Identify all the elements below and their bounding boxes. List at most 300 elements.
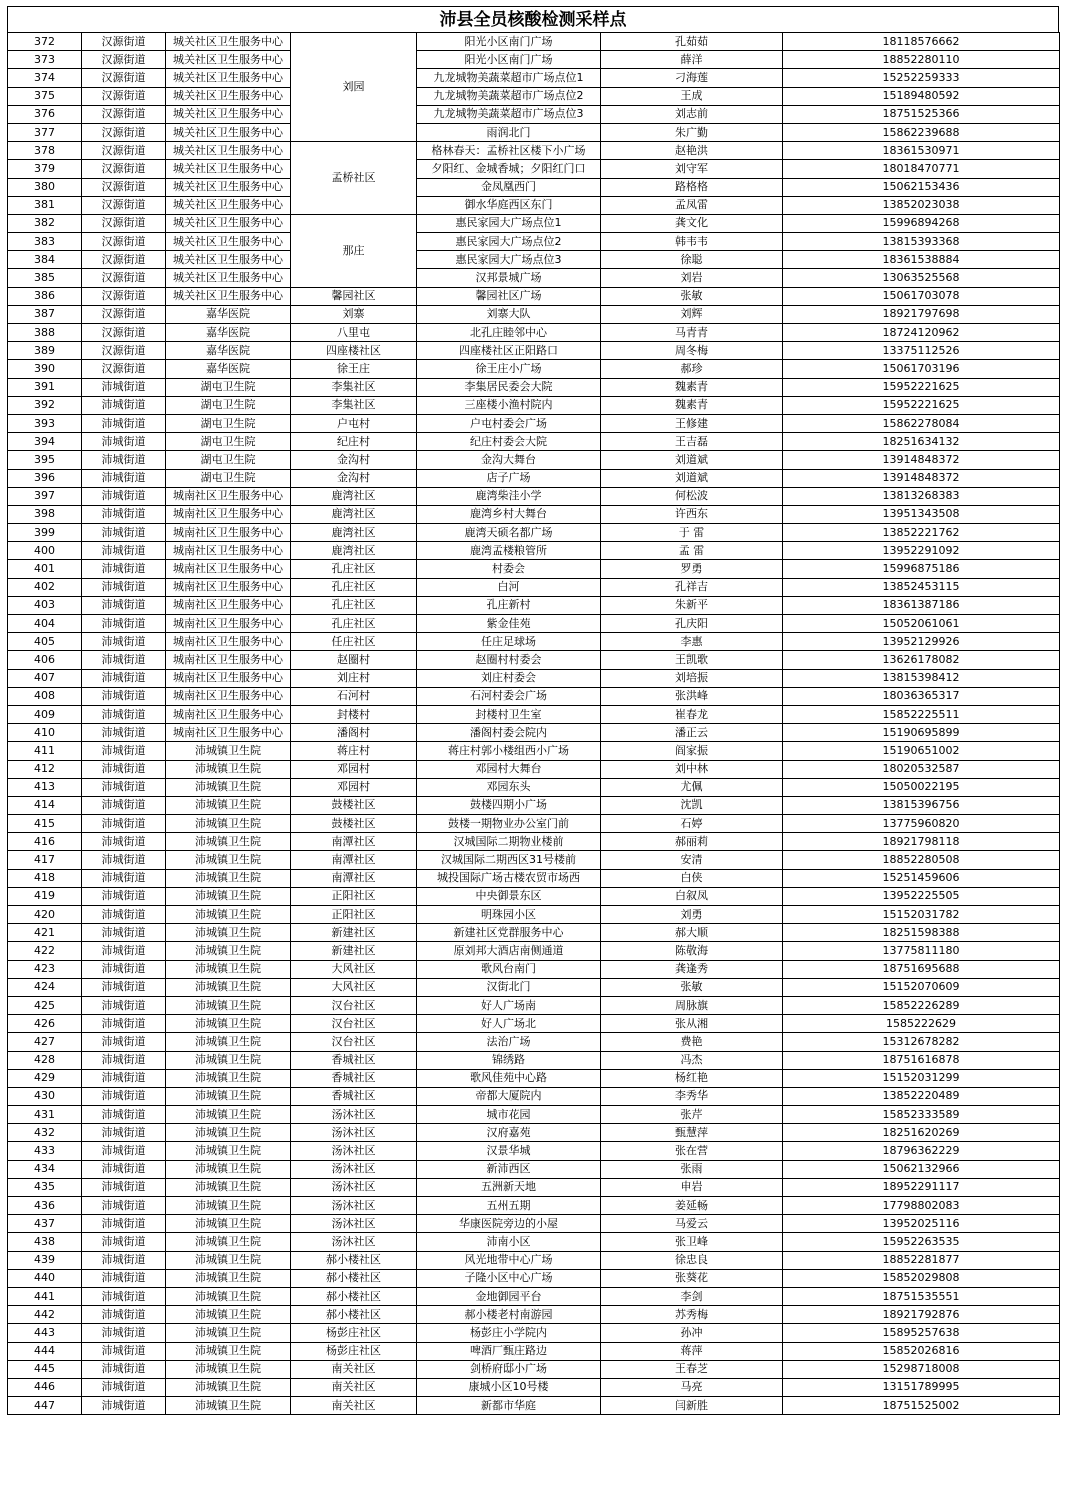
cell-contact-person: 马爱云 [601, 1215, 783, 1233]
cell-health-center: 沛城镇卫生院 [166, 1051, 291, 1069]
cell-sampling-site: 惠民家园大广场点位1 [417, 214, 601, 232]
cell-contact-person: 郝丽莉 [601, 833, 783, 851]
table-row [8, 887, 1060, 905]
cell-contact-person: 张卫峰 [601, 1233, 783, 1251]
table-row [8, 578, 1060, 596]
cell-subdistrict: 沛城街道 [82, 487, 166, 505]
table-row [8, 269, 1060, 287]
cell-community: 鹿湾社区 [291, 524, 417, 542]
cell-community: 四座楼社区 [291, 342, 417, 360]
cell-subdistrict: 沛城街道 [82, 996, 166, 1014]
cell-sampling-site: 帝都大厦院内 [417, 1087, 601, 1105]
cell-subdistrict: 沛城街道 [82, 1160, 166, 1178]
table-row [8, 942, 1060, 960]
cell-serial-no: 411 [8, 742, 82, 760]
cell-sampling-site: 雨润北门 [417, 123, 601, 141]
cell-community: 蒋庄村 [291, 742, 417, 760]
cell-subdistrict: 沛城街道 [82, 1142, 166, 1160]
cell-contact-person: 冯杰 [601, 1051, 783, 1069]
cell-sampling-site: 惠民家园大广场点位3 [417, 251, 601, 269]
cell-phone: 13952129926 [783, 633, 1060, 651]
cell-community: 邓园村 [291, 778, 417, 796]
cell-phone: 18018470771 [783, 160, 1060, 178]
cell-health-center: 城关社区卫生服务中心 [166, 69, 291, 87]
cell-community: 汤沐社区 [291, 1215, 417, 1233]
cell-subdistrict: 沛城街道 [82, 1378, 166, 1396]
cell-subdistrict: 汉源街道 [82, 251, 166, 269]
cell-subdistrict: 沛城街道 [82, 1306, 166, 1324]
cell-contact-person: 刁海莲 [601, 69, 783, 87]
table-row [8, 1269, 1060, 1287]
table-row [8, 796, 1060, 814]
cell-serial-no: 404 [8, 615, 82, 633]
cell-subdistrict: 汉源街道 [82, 196, 166, 214]
cell-phone: 15050022195 [783, 778, 1060, 796]
cell-serial-no: 426 [8, 1015, 82, 1033]
cell-phone: 13375112526 [783, 342, 1060, 360]
cell-contact-person: 尤佩 [601, 778, 783, 796]
cell-phone: 15052061061 [783, 615, 1060, 633]
cell-subdistrict: 沛城街道 [82, 1233, 166, 1251]
table-row [8, 1233, 1060, 1251]
table-row [8, 1215, 1060, 1233]
cell-contact-person: 朱新平 [601, 596, 783, 614]
cell-community: 鹿湾社区 [291, 505, 417, 523]
cell-health-center: 城南社区卫生服务中心 [166, 542, 291, 560]
cell-health-center: 嘉华医院 [166, 360, 291, 378]
cell-phone: 15312678282 [783, 1033, 1060, 1051]
cell-sampling-site: 啤酒厂甄庄路边 [417, 1342, 601, 1360]
cell-serial-no: 412 [8, 760, 82, 778]
cell-phone: 13151789995 [783, 1378, 1060, 1396]
cell-sampling-site: 康城小区10号楼 [417, 1378, 601, 1396]
cell-sampling-site: 邓园村大舞台 [417, 760, 601, 778]
cell-serial-no: 434 [8, 1160, 82, 1178]
cell-contact-person: 石婷 [601, 815, 783, 833]
cell-serial-no: 414 [8, 796, 82, 814]
cell-health-center: 嘉华医院 [166, 342, 291, 360]
cell-phone: 18751525366 [783, 105, 1060, 123]
cell-phone: 13775811180 [783, 942, 1060, 960]
cell-health-center: 城南社区卫生服务中心 [166, 505, 291, 523]
cell-contact-person: 费艳 [601, 1033, 783, 1051]
cell-serial-no: 428 [8, 1051, 82, 1069]
cell-subdistrict: 沛城街道 [82, 1051, 166, 1069]
cell-phone: 18251620269 [783, 1124, 1060, 1142]
cell-serial-no: 373 [8, 51, 82, 69]
cell-health-center: 沛城镇卫生院 [166, 1215, 291, 1233]
cell-health-center: 沛城镇卫生院 [166, 978, 291, 996]
table-row [8, 160, 1060, 178]
cell-contact-person: 张从湘 [601, 1015, 783, 1033]
cell-community: 南关社区 [291, 1397, 417, 1415]
cell-health-center: 城关社区卫生服务中心 [166, 287, 291, 305]
cell-community: 汉台社区 [291, 1015, 417, 1033]
cell-serial-no: 403 [8, 596, 82, 614]
cell-contact-person: 张芹 [601, 1106, 783, 1124]
cell-subdistrict: 沛城街道 [82, 1033, 166, 1051]
cell-subdistrict: 沛城街道 [82, 560, 166, 578]
cell-contact-person: 孟 雷 [601, 542, 783, 560]
cell-contact-person: 安清 [601, 851, 783, 869]
table-row [8, 33, 1060, 51]
cell-phone: 15062153436 [783, 178, 1060, 196]
cell-health-center: 沛城镇卫生院 [166, 1015, 291, 1033]
cell-subdistrict: 沛城街道 [82, 578, 166, 596]
cell-sampling-site: 夕阳红、金城香城；夕阳红门口 [417, 160, 601, 178]
cell-sampling-site: 城市花园 [417, 1106, 601, 1124]
cell-community: 八里屯 [291, 324, 417, 342]
cell-contact-person: 刘志前 [601, 105, 783, 123]
cell-health-center: 沛城镇卫生院 [166, 1251, 291, 1269]
cell-subdistrict: 汉源街道 [82, 178, 166, 196]
table-row [8, 906, 1060, 924]
cell-serial-no: 402 [8, 578, 82, 596]
page-title: 沛县全员核酸检测采样点 [7, 6, 1059, 32]
cell-community: 鹿湾社区 [291, 542, 417, 560]
cell-phone: 18751535551 [783, 1287, 1060, 1305]
cell-sampling-site: 汉景华城 [417, 1142, 601, 1160]
cell-health-center: 沛城镇卫生院 [166, 869, 291, 887]
cell-phone: 18751525002 [783, 1397, 1060, 1415]
cell-phone: 15152031782 [783, 906, 1060, 924]
cell-subdistrict: 沛城街道 [82, 887, 166, 905]
cell-community: 孔庄社区 [291, 615, 417, 633]
cell-contact-person: 周冬梅 [601, 342, 783, 360]
cell-subdistrict: 汉源街道 [82, 123, 166, 141]
cell-subdistrict: 汉源街道 [82, 305, 166, 323]
cell-subdistrict: 沛城街道 [82, 1397, 166, 1415]
cell-phone: 13815393368 [783, 233, 1060, 251]
table-row [8, 342, 1060, 360]
cell-contact-person: 沈凯 [601, 796, 783, 814]
cell-contact-person: 刘道斌 [601, 451, 783, 469]
cell-phone: 13951343508 [783, 505, 1060, 523]
cell-sampling-site: 汉街北门 [417, 978, 601, 996]
cell-subdistrict: 沛城街道 [82, 433, 166, 451]
cell-health-center: 沛城镇卫生院 [166, 1342, 291, 1360]
cell-serial-no: 398 [8, 505, 82, 523]
cell-health-center: 沛城镇卫生院 [166, 960, 291, 978]
cell-subdistrict: 沛城街道 [82, 742, 166, 760]
cell-community: 孟桥社区 [291, 142, 417, 215]
cell-community: 南潭社区 [291, 833, 417, 851]
cell-phone: 13852221762 [783, 524, 1060, 542]
cell-health-center: 城关社区卫生服务中心 [166, 269, 291, 287]
cell-contact-person: 王修建 [601, 414, 783, 432]
cell-phone: 13813268383 [783, 487, 1060, 505]
cell-phone: 15251459606 [783, 869, 1060, 887]
cell-sampling-site: 汉府嘉苑 [417, 1124, 601, 1142]
cell-contact-person: 何松波 [601, 487, 783, 505]
cell-health-center: 城关社区卫生服务中心 [166, 142, 291, 160]
cell-contact-person: 张敏 [601, 978, 783, 996]
cell-community: 纪庄村 [291, 433, 417, 451]
cell-contact-person: 朱广勤 [601, 123, 783, 141]
cell-phone: 18751616878 [783, 1051, 1060, 1069]
cell-contact-person: 甄慧萍 [601, 1124, 783, 1142]
cell-health-center: 城南社区卫生服务中心 [166, 651, 291, 669]
cell-serial-no: 397 [8, 487, 82, 505]
cell-subdistrict: 沛城街道 [82, 542, 166, 560]
cell-sampling-site: 原刘邦大酒店南侧通道 [417, 942, 601, 960]
cell-sampling-site: 惠民家园大广场点位2 [417, 233, 601, 251]
cell-subdistrict: 沛城街道 [82, 396, 166, 414]
cell-contact-person: 阎家振 [601, 742, 783, 760]
cell-contact-person: 刘中林 [601, 760, 783, 778]
cell-health-center: 沛城镇卫生院 [166, 1378, 291, 1396]
table-row [8, 178, 1060, 196]
cell-community: 南关社区 [291, 1378, 417, 1396]
table-row [8, 1306, 1060, 1324]
cell-sampling-site: 五州五期 [417, 1197, 601, 1215]
table-body [8, 33, 1060, 1415]
cell-contact-person: 孟凤雷 [601, 196, 783, 214]
cell-serial-no: 446 [8, 1378, 82, 1396]
cell-phone: 15852333589 [783, 1106, 1060, 1124]
cell-health-center: 沛城镇卫生院 [166, 1087, 291, 1105]
cell-phone: 13626178082 [783, 651, 1060, 669]
cell-phone: 13952291092 [783, 542, 1060, 560]
cell-contact-person: 魏素青 [601, 378, 783, 396]
table-row [8, 542, 1060, 560]
cell-health-center: 沛城镇卫生院 [166, 1306, 291, 1324]
cell-subdistrict: 沛城街道 [82, 869, 166, 887]
cell-health-center: 沛城镇卫生院 [166, 1233, 291, 1251]
cell-contact-person: 刘岩 [601, 269, 783, 287]
cell-health-center: 城南社区卫生服务中心 [166, 560, 291, 578]
cell-health-center: 沛城镇卫生院 [166, 1197, 291, 1215]
table-row [8, 414, 1060, 432]
cell-community: 鹿湾社区 [291, 487, 417, 505]
cell-contact-person: 蒋萍 [601, 1342, 783, 1360]
table-row [8, 505, 1060, 523]
cell-subdistrict: 沛城街道 [82, 469, 166, 487]
cell-contact-person: 罗勇 [601, 560, 783, 578]
cell-contact-person: 潘正云 [601, 724, 783, 742]
cell-contact-person: 白叙凤 [601, 887, 783, 905]
cell-serial-no: 447 [8, 1397, 82, 1415]
cell-sampling-site: 三座楼小渔村院内 [417, 396, 601, 414]
cell-community: 刘园 [291, 33, 417, 142]
cell-serial-no: 387 [8, 305, 82, 323]
cell-community: 汉台社区 [291, 1033, 417, 1051]
cell-sampling-site: 歌风台南门 [417, 960, 601, 978]
cell-subdistrict: 沛城街道 [82, 596, 166, 614]
cell-sampling-site: 格林春天：孟桥社区楼下小广场 [417, 142, 601, 160]
cell-sampling-site: 法治广场 [417, 1033, 601, 1051]
cell-health-center: 嘉华医院 [166, 324, 291, 342]
cell-community: 馨园社区 [291, 287, 417, 305]
cell-serial-no: 429 [8, 1069, 82, 1087]
cell-subdistrict: 沛城街道 [82, 1124, 166, 1142]
cell-phone: 15190651002 [783, 742, 1060, 760]
table-row [8, 524, 1060, 542]
cell-contact-person: 李惠 [601, 633, 783, 651]
cell-sampling-site: 汉邦景城广场 [417, 269, 601, 287]
cell-subdistrict: 沛城街道 [82, 1178, 166, 1196]
cell-phone: 18361387186 [783, 596, 1060, 614]
cell-community: 孔庄社区 [291, 596, 417, 614]
cell-community: 郝小楼社区 [291, 1269, 417, 1287]
cell-subdistrict: 汉源街道 [82, 214, 166, 232]
table-row [8, 396, 1060, 414]
cell-serial-no: 383 [8, 233, 82, 251]
cell-sampling-site: 鹿湾乡村大舞台 [417, 505, 601, 523]
table-row [8, 487, 1060, 505]
table-row [8, 996, 1060, 1014]
table-row [8, 615, 1060, 633]
cell-health-center: 城关社区卫生服务中心 [166, 123, 291, 141]
cell-serial-no: 409 [8, 705, 82, 723]
cell-health-center: 沛城镇卫生院 [166, 742, 291, 760]
cell-phone: 18118576662 [783, 33, 1060, 51]
table-row [8, 233, 1060, 251]
cell-health-center: 城南社区卫生服务中心 [166, 524, 291, 542]
cell-serial-no: 381 [8, 196, 82, 214]
cell-contact-person: 刘守军 [601, 160, 783, 178]
cell-contact-person: 孔茹茹 [601, 33, 783, 51]
cell-sampling-site: 金地御园平台 [417, 1287, 601, 1305]
cell-health-center: 城南社区卫生服务中心 [166, 615, 291, 633]
cell-health-center: 沛城镇卫生院 [166, 1069, 291, 1087]
cell-phone: 15952263535 [783, 1233, 1060, 1251]
cell-community: 汤沐社区 [291, 1197, 417, 1215]
cell-contact-person: 张洪峰 [601, 687, 783, 705]
cell-sampling-site: 紫金佳苑 [417, 615, 601, 633]
cell-serial-no: 406 [8, 651, 82, 669]
cell-subdistrict: 沛城街道 [82, 1087, 166, 1105]
cell-health-center: 沛城镇卫生院 [166, 815, 291, 833]
cell-phone: 13815398412 [783, 669, 1060, 687]
cell-community: 汤沐社区 [291, 1178, 417, 1196]
cell-serial-no: 445 [8, 1360, 82, 1378]
cell-serial-no: 416 [8, 833, 82, 851]
cell-phone: 18921798118 [783, 833, 1060, 851]
cell-health-center: 湖屯卫生院 [166, 396, 291, 414]
cell-subdistrict: 沛城街道 [82, 705, 166, 723]
cell-sampling-site: 九龙城物美蔬菜超市广场点位1 [417, 69, 601, 87]
cell-subdistrict: 汉源街道 [82, 269, 166, 287]
cell-serial-no: 392 [8, 396, 82, 414]
cell-phone: 15252259333 [783, 69, 1060, 87]
cell-phone: 13914848372 [783, 451, 1060, 469]
cell-serial-no: 407 [8, 669, 82, 687]
cell-contact-person: 张葵花 [601, 1269, 783, 1287]
table-row [8, 1287, 1060, 1305]
cell-subdistrict: 沛城街道 [82, 906, 166, 924]
cell-contact-person: 姜延畅 [601, 1197, 783, 1215]
table-row [8, 833, 1060, 851]
cell-sampling-site: 北孔庄睦邻中心 [417, 324, 601, 342]
cell-health-center: 湖屯卫生院 [166, 451, 291, 469]
table-row [8, 305, 1060, 323]
cell-community: 金沟村 [291, 451, 417, 469]
cell-community: 汤沐社区 [291, 1106, 417, 1124]
cell-phone: 15298718008 [783, 1360, 1060, 1378]
cell-phone: 13063525568 [783, 269, 1060, 287]
cell-health-center: 沛城镇卫生院 [166, 778, 291, 796]
cell-phone: 15952221625 [783, 396, 1060, 414]
table-row [8, 142, 1060, 160]
cell-subdistrict: 沛城街道 [82, 815, 166, 833]
cell-contact-person: 周脉旗 [601, 996, 783, 1014]
cell-contact-person: 李剑 [601, 1287, 783, 1305]
cell-phone: 18036365317 [783, 687, 1060, 705]
cell-health-center: 沛城镇卫生院 [166, 1287, 291, 1305]
cell-sampling-site: 任庄足球场 [417, 633, 601, 651]
cell-contact-person: 徐聪 [601, 251, 783, 269]
cell-contact-person: 王吉磊 [601, 433, 783, 451]
cell-health-center: 沛城镇卫生院 [166, 1397, 291, 1415]
cell-sampling-site: 歌风佳苑中心路 [417, 1069, 601, 1087]
cell-serial-no: 421 [8, 924, 82, 942]
table-row [8, 69, 1060, 87]
cell-community: 刘寨 [291, 305, 417, 323]
cell-phone: 13952025116 [783, 1215, 1060, 1233]
cell-serial-no: 405 [8, 633, 82, 651]
cell-phone: 15152070609 [783, 978, 1060, 996]
cell-phone: 15852026816 [783, 1342, 1060, 1360]
table-row [8, 851, 1060, 869]
cell-contact-person: 刘培振 [601, 669, 783, 687]
cell-subdistrict: 沛城街道 [82, 1287, 166, 1305]
table-row [8, 123, 1060, 141]
cell-subdistrict: 汉源街道 [82, 33, 166, 51]
cell-health-center: 湖屯卫生院 [166, 469, 291, 487]
cell-subdistrict: 沛城街道 [82, 1342, 166, 1360]
cell-contact-person: 白侠 [601, 869, 783, 887]
cell-community: 户屯村 [291, 414, 417, 432]
cell-community: 金沟村 [291, 469, 417, 487]
table-row [8, 724, 1060, 742]
cell-phone: 18852280508 [783, 851, 1060, 869]
table-row [8, 51, 1060, 69]
cell-contact-person: 王春芝 [601, 1360, 783, 1378]
cell-phone: 13815396756 [783, 796, 1060, 814]
cell-health-center: 城关社区卫生服务中心 [166, 178, 291, 196]
cell-subdistrict: 沛城街道 [82, 669, 166, 687]
cell-health-center: 沛城镇卫生院 [166, 1324, 291, 1342]
cell-health-center: 城关社区卫生服务中心 [166, 51, 291, 69]
cell-sampling-site: 九龙城物美蔬菜超市广场点位2 [417, 87, 601, 105]
cell-health-center: 沛城镇卫生院 [166, 833, 291, 851]
cell-health-center: 湖屯卫生院 [166, 433, 291, 451]
cell-serial-no: 401 [8, 560, 82, 578]
cell-sampling-site: 赵圈村村委会 [417, 651, 601, 669]
cell-health-center: 城南社区卫生服务中心 [166, 705, 291, 723]
cell-serial-no: 391 [8, 378, 82, 396]
cell-phone: 13852023038 [783, 196, 1060, 214]
cell-sampling-site: 好人广场北 [417, 1015, 601, 1033]
cell-phone: 18751695688 [783, 960, 1060, 978]
cell-serial-no: 378 [8, 142, 82, 160]
cell-health-center: 沛城镇卫生院 [166, 1033, 291, 1051]
cell-health-center: 沛城镇卫生院 [166, 887, 291, 905]
table-row [8, 1324, 1060, 1342]
cell-health-center: 城南社区卫生服务中心 [166, 633, 291, 651]
cell-contact-person: 王凯歌 [601, 651, 783, 669]
table-row [8, 978, 1060, 996]
cell-community: 南关社区 [291, 1360, 417, 1378]
cell-health-center: 城南社区卫生服务中心 [166, 487, 291, 505]
table-row [8, 1124, 1060, 1142]
cell-sampling-site: 五洲新天地 [417, 1178, 601, 1196]
table-row [8, 1360, 1060, 1378]
cell-sampling-site: 阳光小区南门广场 [417, 51, 601, 69]
cell-serial-no: 395 [8, 451, 82, 469]
table-row [8, 960, 1060, 978]
